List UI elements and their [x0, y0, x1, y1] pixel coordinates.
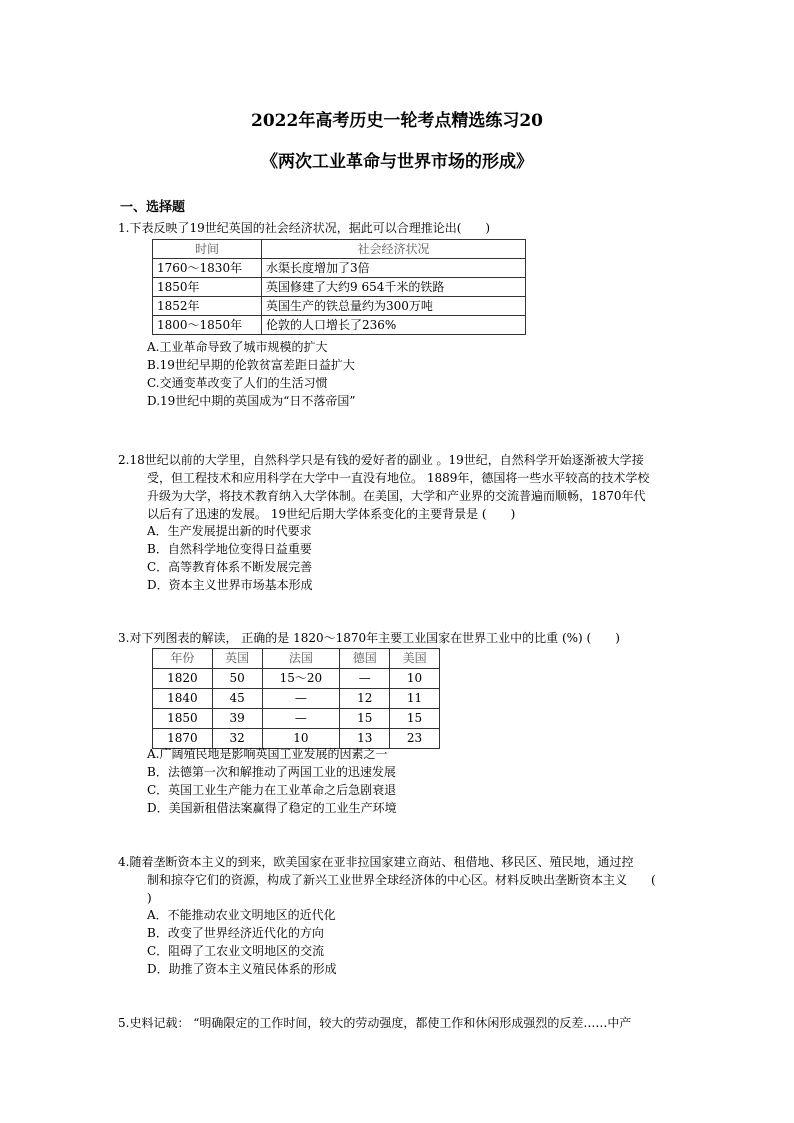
- q1-option-d: D.19世纪中期的英国成为“日不落帝国”: [147, 394, 356, 408]
- section-heading: 一、选择题: [120, 200, 186, 215]
- table-cell: 1850: [153, 709, 213, 729]
- table-cell: 12: [340, 689, 390, 709]
- table-header: 年份: [153, 649, 213, 669]
- table-header-row: [153, 240, 526, 259]
- table-cell: 1840: [153, 689, 213, 709]
- table-row: [153, 709, 440, 729]
- q5-stem: 5.史料记载： “明确限定的工作时间，较大的劳动强度，都使工作和休闲形成强烈的反差……中产: [118, 1016, 632, 1030]
- table-header: 德国: [340, 649, 390, 669]
- q3-option-c: C．英国工业生产能力在工业革命之后急剧衰退: [147, 783, 397, 797]
- table-header: 法国: [262, 649, 340, 669]
- table-row: [153, 297, 526, 316]
- q4-line-2: 制和掠夺它们的资源，构成了新兴工业世界全球经济体的中心区。材料反映出垄断资本主义 (: [147, 873, 656, 887]
- q2-line-3: 升级为大学，将技术教育纳入大学体制。在美国，大学和产业界的交流普遍而顺畅，1870年代: [147, 489, 646, 503]
- q4-option-d: D．助推了资本主义殖民体系的形成: [147, 962, 337, 976]
- table-row: [153, 669, 440, 689]
- q3-option-a: A.广阔殖民地是影响英国工业发展的因素之一: [147, 747, 388, 761]
- table-cell: —: [262, 709, 340, 729]
- q2-line-2: 受，但工程技术和应用科学在大学中一直没有地位。 1889年，德国将一些水平较高的技术学校: [147, 471, 650, 485]
- table-cell: 伦敦的人口增长了236%: [262, 316, 526, 335]
- table-header: 时间: [153, 240, 262, 259]
- q4-option-b: B．改变了世界经济近代化的方向: [147, 926, 324, 940]
- q4-option-a: A．不能推动农业文明地区的近代化: [147, 908, 336, 922]
- q2-option-b: B．自然科学地位变得日益重要: [147, 542, 312, 556]
- q4-line-1: 4.随着垄断资本主义的到来，欧美国家在亚非拉国家建立商站、租借地、移民区、殖民地，通过控: [118, 855, 634, 869]
- table-cell: 11: [390, 689, 440, 709]
- table-cell: 1800～1850年: [153, 316, 262, 335]
- table-row: [153, 316, 526, 335]
- q2-option-d: D．资本主义世界市场基本形成: [147, 578, 313, 592]
- table-cell: 15～20: [262, 669, 340, 689]
- q1-option-a: A.工业革命导致了城市规模的扩大: [147, 340, 328, 354]
- table-cell: 1852年: [153, 297, 262, 316]
- table-cell: 水渠长度增加了3倍: [262, 259, 526, 278]
- table-header-row: [153, 649, 440, 669]
- table-cell: 15: [390, 709, 440, 729]
- q3-option-b: B．法德第一次和解推动了两国工业的迅速发展: [147, 765, 396, 779]
- q4-line-3: ): [147, 891, 152, 905]
- table-cell: 1850年: [153, 278, 262, 297]
- q1-table: [152, 239, 526, 335]
- table-cell: 10: [390, 669, 440, 689]
- q2-option-a: A．生产发展提出新的时代要求: [147, 524, 312, 538]
- table-cell: —: [340, 669, 390, 689]
- q3-stem: 3.对下列图表的解读， 正确的是 1820～1870年主要工业国家在世界工业中的比重 (%) ( ): [118, 631, 620, 645]
- table-row: [153, 689, 440, 709]
- q4-option-c: C．阻碍了工农业文明地区的交流: [147, 944, 325, 958]
- table-header: 英国: [212, 649, 262, 669]
- q1-option-c: C.交通变革改变了人们的生活习惯: [147, 376, 328, 390]
- table-cell: 英国生产的铁总量约为300万吨: [262, 297, 526, 316]
- table-cell: 1760～1830年: [153, 259, 262, 278]
- q1-option-b: B.19世纪早期的伦敦贫富差距日益扩大: [147, 358, 355, 372]
- table-row: [153, 259, 526, 278]
- q1-stem: 1.下表反映了19世纪英国的社会经济状况，据此可以合理推论出( ): [118, 221, 491, 235]
- q2-line-4: 以后有了迅速的发展。 19世纪后期大学体系变化的主要背景是 ( ): [147, 507, 516, 521]
- table-cell: 32: [212, 729, 262, 749]
- table-cell: 50: [212, 669, 262, 689]
- q3-option-d: D．美国新租借法案赢得了稳定的工业生产环境: [147, 801, 397, 815]
- table-cell: 13: [340, 729, 390, 749]
- q2-line-1: 2.18世纪以前的大学里，自然科学只是有钱的爱好者的副业 。19世纪，自然科学开始逐渐被大学接: [118, 453, 644, 467]
- table-cell: 45: [212, 689, 262, 709]
- doc-title: 2022年高考历史一轮考点精选练习20: [251, 111, 543, 131]
- q2-option-c: C．高等教育体系不断发展完善: [147, 560, 313, 574]
- q3-table: [152, 648, 440, 749]
- table-cell: 1820: [153, 669, 213, 689]
- table-cell: 英国修建了大约9 654千米的铁路: [262, 278, 526, 297]
- table-cell: 15: [340, 709, 390, 729]
- table-cell: 10: [262, 729, 340, 749]
- table-cell: 39: [212, 709, 262, 729]
- table-header: 社会经济状况: [262, 240, 526, 259]
- table-row: [153, 278, 526, 297]
- table-cell: 1870: [153, 729, 213, 749]
- table-header: 美国: [390, 649, 440, 669]
- table-cell: —: [262, 689, 340, 709]
- table-cell: 23: [390, 729, 440, 749]
- doc-subtitle: 《两次工业革命与世界市场的形成》: [261, 152, 533, 172]
